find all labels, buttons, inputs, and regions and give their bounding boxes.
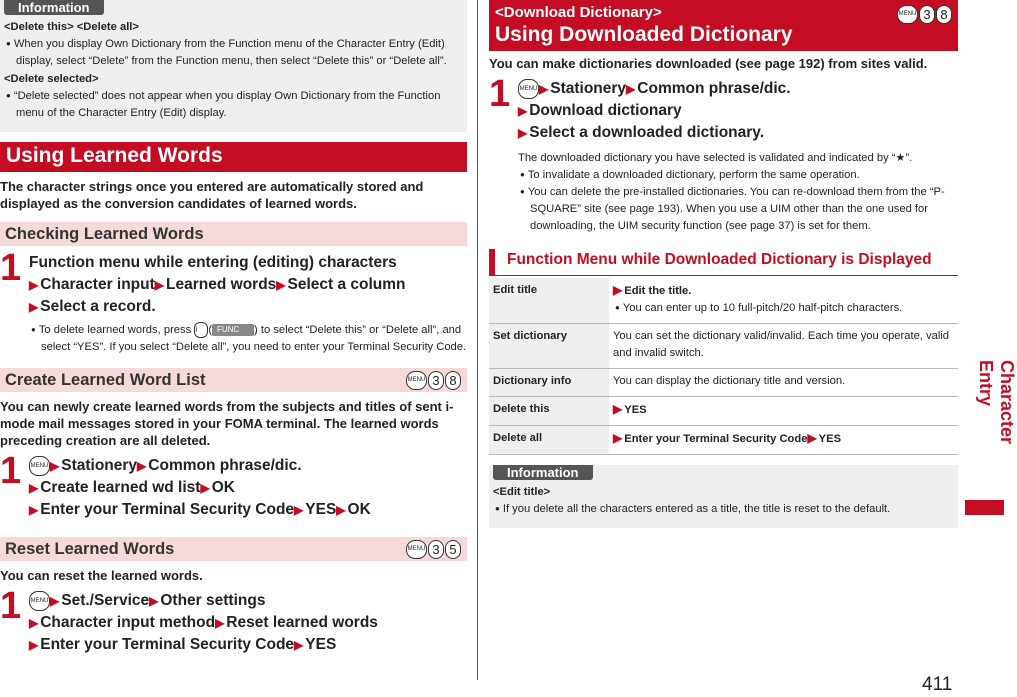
step-item: Common phrase/dic. [637, 80, 791, 97]
row-label: Edit title [489, 278, 609, 324]
step-line [29, 274, 467, 296]
note-bullet: ● To invalidate a downloaded dictionary, perform the same operation. [518, 167, 958, 184]
step-line [518, 122, 958, 144]
section-lead: The character strings once you entered are automatically stored and displayed as the conversion candidates of learned words. [0, 179, 424, 211]
key-5-icon: 5 [445, 540, 461, 559]
arrow-icon: ▶ [518, 126, 528, 140]
info-bullet: ● When you display Own Dictionary from the Function menu of the Character Entry (Edit) display, select “Delete” from the Function menu, then select “Delete this” or “Delete all”. [4, 36, 463, 70]
key-3-icon: 3 [428, 540, 444, 559]
menu-key-icon: MENU [897, 5, 918, 24]
menu-key-icon: MENU [518, 79, 539, 99]
arrow-icon: ▶ [154, 278, 165, 292]
subsection-reset [0, 537, 467, 561]
info-heading: <Delete selected> [4, 73, 99, 85]
row-desc: You can display the dictionary title and version. [609, 369, 958, 397]
section-lead: You can newly create learned words from the subjects and titles of sent i-mode mail messages stored in your FOMA terminal. The learned words preceding creation are all deleted. [0, 399, 454, 448]
step-create [0, 450, 467, 521]
subsection-title: Reset Learned Words [5, 540, 175, 558]
info-tag: Information [493, 465, 593, 480]
table-row [489, 426, 958, 455]
table-row [489, 369, 958, 397]
step-item: Enter your Terminal Security Code [40, 636, 295, 653]
arrow-icon: ▶ [200, 481, 210, 495]
subsection-title: Checking Learned Words [5, 225, 204, 243]
arrow-icon: ▶ [29, 300, 39, 314]
column-divider [477, 0, 478, 680]
arrow-icon: ▶ [613, 402, 623, 416]
step-item: Stationery [61, 457, 138, 474]
arrow-icon: ▶ [613, 431, 623, 445]
menu-key-icon: MENU [29, 456, 50, 476]
subsection-title: Create Learned Word List [5, 371, 206, 389]
arrow-icon: ▶ [294, 503, 304, 517]
note-text: The downloaded dictionary you have selected is validated and indicated by “★”. [518, 152, 913, 164]
step-item: Character input [40, 276, 155, 293]
page-number: 411 [922, 674, 953, 695]
key-sequence [406, 371, 461, 390]
arrow-icon: ▶ [137, 459, 147, 473]
step-item: Select a downloaded dictionary. [529, 124, 765, 141]
step-item: Stationery [550, 80, 627, 97]
row-action-text: YES [624, 404, 647, 416]
arrow-icon: ▶ [539, 82, 549, 96]
menu-key-icon: MENU [406, 371, 427, 390]
key-sequence [406, 540, 461, 559]
row-label: Dictionary info [489, 369, 609, 397]
step-line [29, 477, 467, 499]
step-line [29, 634, 467, 656]
step-number: 1 [0, 450, 22, 492]
step-line [29, 499, 467, 521]
chapter-tab [965, 0, 1017, 480]
step-line [29, 612, 467, 634]
info-heading: <Edit title> [493, 486, 551, 498]
arrow-icon: ▶ [50, 594, 60, 608]
table-row [489, 278, 958, 324]
section-title: Using Downloaded Dictionary [495, 23, 793, 46]
key-sequence [897, 5, 952, 24]
step-item: Learned words [166, 276, 277, 293]
step-line: Function menu while entering (editing) characters [29, 254, 397, 271]
step-item: Enter your Terminal Security Code [40, 501, 295, 518]
note-bullet: ● To delete learned words, press i ( FUNC ) to select “Delete this” or “Delete all”, and select “YES”. If you select “Delete all”, you need to enter your Terminal Security Code. [29, 322, 467, 356]
section-lead: You can make dictionaries downloaded (see page 192) from sites valid. [489, 56, 928, 71]
row-label: Delete all [489, 426, 609, 455]
step-item: Other settings [160, 592, 266, 609]
menu-key-icon: MENU [29, 591, 50, 611]
arrow-icon: ▶ [149, 594, 159, 608]
step-item: YES [305, 636, 337, 653]
row-action-text: Edit the title. [624, 285, 692, 297]
step-item: YES [305, 501, 337, 518]
info-box-edit-title [489, 465, 958, 528]
arrow-icon: ▶ [294, 638, 304, 652]
note-text: To delete learned words, press [38, 324, 195, 336]
arrow-icon: ▶ [29, 616, 39, 630]
key-3-icon: 3 [428, 371, 444, 390]
function-menu-table [489, 278, 958, 455]
section-title-downloaded [489, 0, 958, 51]
arrow-icon: ▶ [29, 278, 39, 292]
chapter-label: Character Entry [976, 360, 1017, 445]
menu-key-icon: MENU [406, 540, 427, 559]
key-3-icon: 3 [919, 5, 935, 24]
step-item: Reset learned words [226, 614, 378, 631]
note-text: to select “Delete this” or “Delete all”, and select “YES”. If you select “Delete all”, you need to enter your Terminal Security Code. [41, 324, 467, 353]
step-line [29, 590, 467, 612]
arrow-icon: ▶ [50, 459, 60, 473]
arrow-icon: ▶ [336, 503, 346, 517]
arrow-icon: ▶ [29, 638, 39, 652]
row-action-text: Enter your Terminal Security Code [624, 433, 808, 445]
row-action-text: YES [818, 433, 842, 445]
right-column [489, 0, 958, 528]
function-menu-title: Function Menu while Downloaded Dictionary is Displayed [489, 249, 958, 276]
step-download [489, 73, 958, 235]
step-number: 1 [0, 585, 22, 627]
step-reset [0, 585, 467, 656]
arrow-icon: ▶ [215, 616, 225, 630]
step-item: OK [347, 501, 371, 518]
row-desc [609, 397, 958, 426]
arrow-icon: ▶ [807, 431, 817, 445]
step-note [518, 150, 958, 235]
step-item: Select a column [287, 276, 406, 293]
info-bullet: ● “Delete selected” does not appear when you display Own Dictionary from the Function menu of the Character Entry (Edit) display. [4, 88, 463, 122]
arrow-icon: ▶ [276, 278, 286, 292]
step-item: Set./Service [61, 592, 150, 609]
step-note [29, 322, 467, 356]
step-number: 1 [0, 247, 22, 289]
info-heading: <Delete this> <Delete all> [4, 21, 139, 33]
subsection-create [0, 368, 467, 392]
chapter-marker [965, 500, 1004, 515]
subsection-checking [0, 222, 467, 246]
arrow-icon: ▶ [29, 481, 39, 495]
step-item: Common phrase/dic. [148, 457, 302, 474]
step-line [518, 78, 958, 100]
section-subtitle: <Download Dictionary> [495, 4, 662, 21]
step-item: Character input method [40, 614, 216, 631]
left-column [0, 0, 467, 656]
i-key-icon: i [194, 322, 208, 338]
arrow-icon: ▶ [613, 283, 623, 297]
func-key-icon: FUNC [212, 324, 254, 336]
row-action [613, 282, 954, 300]
row-desc: You can set the dictionary valid/invalid. Each time you operate, valid and invalid switch. [609, 324, 958, 369]
table-row [489, 397, 958, 426]
step-line [518, 100, 958, 122]
arrow-icon: ▶ [518, 104, 528, 118]
row-label: Delete this [489, 397, 609, 426]
info-tag: Information [4, 0, 104, 15]
step-number: 1 [489, 73, 511, 115]
step-item: OK [211, 479, 235, 496]
step-line [29, 296, 467, 318]
info-bullet: ● If you delete all the characters entered as a title, the title is reset to the default. [493, 501, 954, 518]
info-box-delete [0, 0, 467, 132]
arrow-icon: ▶ [29, 503, 39, 517]
step-item: Create learned wd list [40, 479, 201, 496]
arrow-icon: ▶ [626, 82, 636, 96]
step-item: Select a record. [40, 298, 156, 315]
step-item: Download dictionary [529, 102, 682, 119]
row-desc [609, 278, 958, 324]
step-line [29, 455, 467, 477]
row-label: Set dictionary [489, 324, 609, 369]
key-8-icon: 8 [936, 5, 952, 24]
note-bullet: ● You can delete the pre-installed dictionaries. You can re-download them from the “P-SQUARE” site (see page 193). When you use a UIM other than the one used for downloading, the UIM security function (see page 37) is set for them. [518, 184, 958, 235]
section-title-learned-words: Using Learned Words [0, 142, 467, 172]
step-checking [0, 247, 467, 356]
key-8-icon: 8 [445, 371, 461, 390]
section-lead: You can reset the learned words. [0, 568, 203, 583]
row-desc [609, 426, 958, 455]
row-bullet: ● You can enter up to 10 full-pitch/20 half-pitch characters. [613, 300, 954, 317]
table-row [489, 324, 958, 369]
